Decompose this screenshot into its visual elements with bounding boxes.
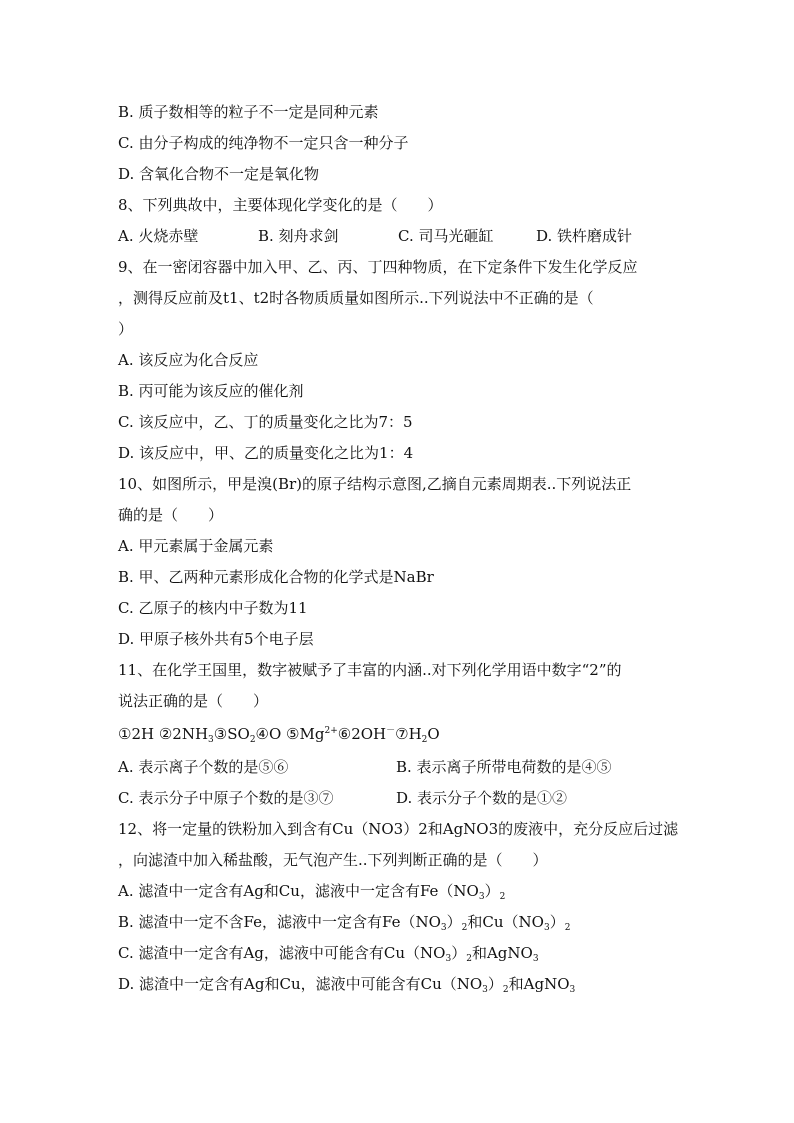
q8-option-a: A. 火烧赤壁 xyxy=(118,227,199,245)
q9-option-a: A. 该反应为化合反应 xyxy=(118,351,259,369)
q12-option-c: C. 滤渣中一定含有Ag，滤液中可能含有$Cu(NO_3)_2$和AgNO$_3$ xyxy=(118,944,539,964)
q10-option-c: C. 乙原子的核内中子数为11 xyxy=(118,599,308,617)
q12-option-b: B. 滤渣中一定不含Fe，滤液中一定含有$Fe(NO_3)_2$和$Cu(NO_3)_2$ xyxy=(118,913,571,933)
q8-option-d: D. 铁杵磨成针 xyxy=(536,227,633,245)
q11-option-d: D. 表示分子个数的是①② xyxy=(396,789,568,807)
q11-option-c: C. 表示分子中原子个数的是③⑦ xyxy=(118,789,334,807)
q11-stem-line1: 11、在化学王国里，数字被赋予了丰富的内涵..对下列化学用语中数字“2”的 xyxy=(118,661,622,679)
q8-option-b: B. 刻舟求剑 xyxy=(258,227,339,245)
q12-stem-line1: 12、将一定量的铁粉加入到含有Cu（NO3）2和AgNO3的废液中，充分反应后过滤 xyxy=(118,820,679,838)
q10-option-b: B. 甲、乙两种元素形成化合物的化学式是NaBr xyxy=(118,568,434,586)
q11-formula-list: ①2H $②2NH_3③SO_2④O$ $⑤Mg^{2+}⑥2OH^-⑦H_2O$ xyxy=(118,725,440,745)
q7-option-d: D. 含氧化合物不一定是氧化物 xyxy=(118,165,320,183)
q11-option-b: B. 表示离子所带电荷数的是④⑤ xyxy=(396,758,612,776)
q12-option-a: A. 滤渣中一定含有Ag和Cu，滤液中一定含有$Fe(NO_3)_2$ xyxy=(118,882,506,902)
q9-option-d: D. 该反应中，甲、乙的质量变化之比为1：4 xyxy=(118,444,414,462)
q11-option-a: A. 表示离子个数的是⑤⑥ xyxy=(118,758,289,776)
q9-stem-line2: ，测得反应前及t1、t2时各物质质量如图所示..下列说法中不正确的是（ xyxy=(118,289,594,307)
q7-option-b: B. 质子数相等的粒子不一定是同种元素 xyxy=(118,103,379,121)
q10-option-d: D. 甲原子核外共有5个电子层 xyxy=(118,630,314,648)
q10-stem-line1: 10、如图所示，甲是溴(Br)的原子结构示意图,乙摘自元素周期表..下列说法正 xyxy=(118,475,632,493)
q9-stem-line1: 9、在一密闭容器中加入甲、乙、丙、丁四种物质，在下定条件下发生化学反应 xyxy=(118,258,638,276)
q10-option-a: A. 甲元素属于金属元素 xyxy=(118,537,274,555)
q8-stem: 8、下列典故中，主要体现化学变化的是（ ） xyxy=(118,196,443,214)
q10-stem-line2: 确的是（ ） xyxy=(118,506,224,524)
q7-option-c: C. 由分子构成的纯净物不一定只含一种分子 xyxy=(118,134,409,152)
q9-stem-line3: ） xyxy=(118,320,134,338)
q12-option-d: D. 滤渣中一定含有Ag和Cu，滤液中可能含有$Cu(NO_3)_2$和AgNO$_3$ xyxy=(118,975,576,995)
q9-option-c: C. 该反应中，乙、丁的质量变化之比为7：5 xyxy=(118,413,413,431)
q12-stem-line2: ，向滤渣中加入稀盐酸，无气泡产生..下列判断正确的是（ ） xyxy=(118,851,548,869)
q8-option-c: C. 司马光砸缸 xyxy=(398,227,494,245)
q9-option-b: B. 丙可能为该反应的催化剂 xyxy=(118,382,304,400)
q11-stem-line2: 说法正确的是（ ） xyxy=(118,692,269,710)
